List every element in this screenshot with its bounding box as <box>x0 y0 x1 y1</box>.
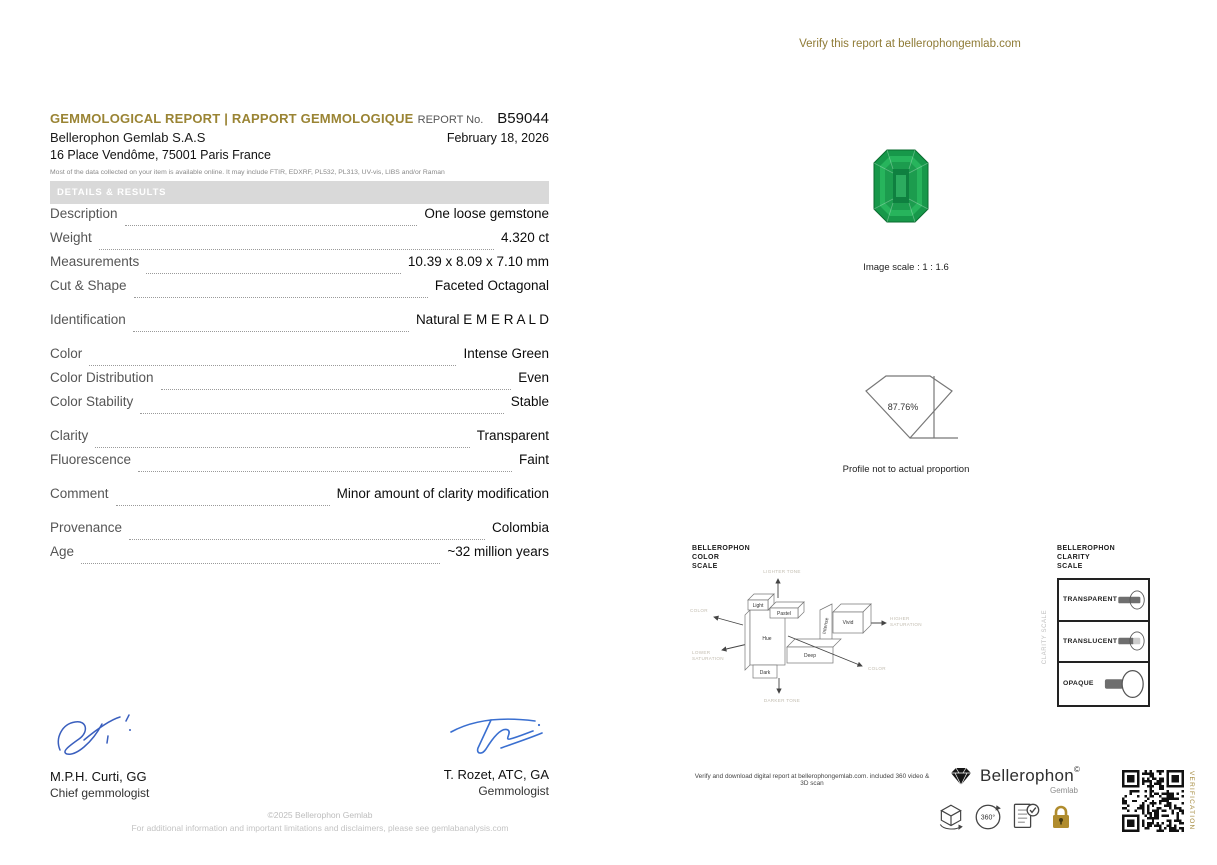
transparent-icon <box>1117 584 1147 616</box>
color-scale-title: BELLEROPHON COLOR SCALE <box>692 545 751 570</box>
report-number: B59044 <box>497 110 549 127</box>
field-value: Intense Green <box>463 346 549 361</box>
signature-rozet <box>445 708 549 760</box>
opaque-icon <box>1103 668 1147 700</box>
svg-text:360°: 360° <box>980 814 996 822</box>
svg-text:Deep: Deep <box>804 653 816 659</box>
field-value: One loose gemstone <box>424 206 549 221</box>
field-value: Faint <box>518 452 549 467</box>
field-value: Minor amount of clarity modification <box>336 486 549 501</box>
field-label: Color Distribution <box>50 370 154 385</box>
field-value: Natural E M E R A L D <box>415 312 549 327</box>
field-label: Description <box>50 206 118 221</box>
dotted-leader <box>134 297 428 298</box>
dotted-leader <box>133 331 409 332</box>
fields-list <box>50 206 549 568</box>
verify-download-note[interactable]: Verify and download digital report at bellerophongemlab.com. included 360 video & 3D scan <box>694 773 930 787</box>
field-value: Colombia <box>491 520 549 535</box>
profile-percent: 87.76% <box>887 402 919 412</box>
field-label: Clarity <box>50 428 89 443</box>
svg-text:Light: Light <box>752 603 764 609</box>
field-row <box>50 230 549 254</box>
field-row <box>50 520 549 544</box>
field-value: 4.320 ct <box>500 230 549 245</box>
field-row <box>50 428 549 452</box>
field-value: ~32 million years <box>447 544 549 559</box>
signature-block-gemmologist <box>380 708 549 798</box>
clarity-row-opaque: OPAQUE <box>1059 663 1148 705</box>
field-label: Color <box>50 346 83 361</box>
security-lock-icon <box>1049 802 1073 832</box>
field-label: Age <box>50 544 75 559</box>
report-header <box>50 110 549 204</box>
feature-icons-row <box>936 802 1073 832</box>
svg-text:Dark: Dark <box>759 670 771 676</box>
signature-curti <box>50 710 170 762</box>
dotted-leader <box>81 563 440 564</box>
field-row <box>50 544 549 568</box>
dotted-leader <box>125 225 418 226</box>
clarity-row-transparent: TRANSPARENT <box>1059 580 1148 622</box>
dotted-leader <box>138 471 512 472</box>
axis-color-lower-right: COLOR <box>868 666 886 671</box>
axis-color-upper-left: COLOR <box>690 608 708 613</box>
lab-address: 16 Place Vendôme, 75001 Paris France <box>50 148 271 162</box>
svg-text:Hue: Hue <box>762 636 772 642</box>
field-value: Transparent <box>476 428 549 443</box>
field-value: 10.39 x 8.09 x 7.10 mm <box>407 254 549 269</box>
dotted-leader <box>89 365 456 366</box>
verify-report-link[interactable]: Verify this report at bellerophongemlab.com <box>799 38 1021 50</box>
field-value: Faceted Octagonal <box>434 278 549 293</box>
signer-title-chief: Chief gemmologist <box>50 786 150 800</box>
axis-higher-saturation: HIGHER SATURATION <box>890 616 922 627</box>
color-scale-diagram <box>688 566 936 716</box>
field-label: Cut & Shape <box>50 278 127 293</box>
field-label: Weight <box>50 230 92 245</box>
svg-text:Vivid: Vivid <box>842 620 854 626</box>
field-value: Stable <box>510 394 549 409</box>
dotted-leader <box>140 413 503 414</box>
brand-name: Bellerophon <box>980 766 1075 785</box>
dotted-leader <box>129 539 485 540</box>
diamond-logo-icon <box>948 766 974 787</box>
3d-scan-icon <box>936 802 966 832</box>
field-label: Measurements <box>50 254 140 269</box>
field-value: Even <box>518 370 549 385</box>
page-footer <box>50 810 590 833</box>
field-row <box>50 452 549 476</box>
dotted-leader <box>161 389 512 390</box>
field-row <box>50 486 549 510</box>
clarity-row-translucent: TRANSLUCENT <box>1059 622 1148 664</box>
qr-code <box>1122 770 1184 832</box>
axis-darker-tone: DARKER TONE <box>763 698 801 703</box>
report-date: February 18, 2026 <box>446 131 549 145</box>
360-video-icon <box>973 802 1003 832</box>
data-collection-note: Most of the data collected on your item is available online. It may include FTIR, EDXRF, PL532, PL313, UV-vis, LIBS and/or Raman <box>50 169 445 176</box>
field-row <box>50 206 549 230</box>
signer-name-chief: M.P.H. Curti, GG <box>50 769 147 784</box>
image-scale-note: Image scale : 1 : 1.6 <box>863 262 949 273</box>
field-label: Identification <box>50 312 126 327</box>
signature-block-chief <box>50 710 230 800</box>
field-row <box>50 370 549 394</box>
clarity-scale-box <box>1057 578 1150 707</box>
lab-name: Bellerophon Gemlab S.A.S <box>50 130 206 145</box>
field-row <box>50 312 549 336</box>
field-row <box>50 254 549 278</box>
brand-copyright-mark: © <box>1074 765 1080 774</box>
copyright-text: ©2025 Bellerophon Gemlab <box>267 810 373 820</box>
verification-label: VERIFICATION <box>1188 771 1195 831</box>
profile-note: Profile not to actual proportion <box>842 464 970 475</box>
field-label: Comment <box>50 486 109 501</box>
clarity-scale-title: BELLEROPHON CLARITY SCALE <box>1057 545 1116 570</box>
dotted-leader <box>116 505 330 506</box>
disclaimer-text: For additional information and important limitations and disclaimers, please see gemlabanalysis.com <box>131 823 509 833</box>
clarity-scale-side-label: CLARITY SCALE <box>1042 609 1048 665</box>
axis-lower-saturation: LOWER SATURATION <box>692 650 724 661</box>
field-row <box>50 346 549 370</box>
svg-text:Intense: Intense <box>821 617 831 635</box>
axis-lighter-tone: LIGHTER TONE <box>763 569 801 574</box>
profile-diagram <box>856 370 960 450</box>
report-title: GEMMOLOGICAL REPORT | RAPPORT GEMMOLOGIQUE <box>50 111 414 126</box>
field-label: Provenance <box>50 520 123 535</box>
details-results-banner: DETAILS & RESULTS <box>50 181 549 204</box>
gemstone-photo <box>872 148 930 224</box>
signer-title-gemmologist: Gemmologist <box>478 784 549 798</box>
svg-text:Pastel: Pastel <box>777 611 791 617</box>
report-check-icon <box>1010 802 1042 832</box>
report-no-label: REPORT No. <box>417 114 484 126</box>
translucent-icon <box>1117 625 1147 657</box>
brand-sub-name: Gemlab <box>1049 786 1078 795</box>
field-row <box>50 394 549 418</box>
brand-logo-block <box>948 766 1082 795</box>
field-label: Fluorescence <box>50 452 132 467</box>
signer-name-gemmologist: T. Rozet, ATC, GA <box>443 767 549 782</box>
dotted-leader <box>95 447 469 448</box>
field-label: Color Stability <box>50 394 134 409</box>
dotted-leader <box>146 273 401 274</box>
dotted-leader <box>99 249 494 250</box>
field-row <box>50 278 549 302</box>
